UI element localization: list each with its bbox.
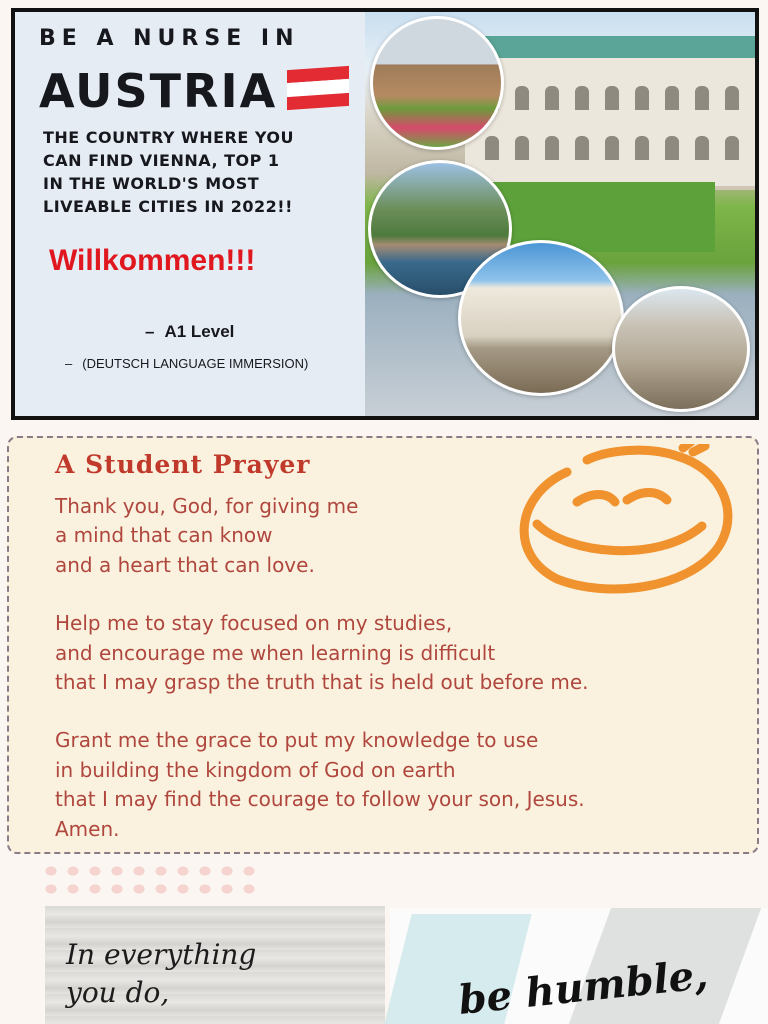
immersion-text: (DEUTSCH LANGUAGE IMMERSION) [82, 356, 309, 371]
level-label [145, 322, 234, 342]
hofburg-carriage-photo [458, 240, 624, 396]
level-text: A1 Level [164, 322, 235, 341]
vienna-street-photo [612, 286, 750, 412]
tagline-line: THE COUNTRY WHERE YOU [43, 128, 294, 147]
wood-quote [66, 936, 256, 1012]
tagline-line: LIVEABLE CITIES IN 2022!! [43, 197, 293, 216]
tagline-line: CAN FIND VIENNA, TOP 1 [43, 151, 280, 170]
prayer-line: and a heart that can love. [55, 552, 315, 577]
wood-quote-line: you do, [66, 976, 170, 1009]
dash-bullet: – [65, 356, 73, 371]
prayer-line: Amen. [55, 816, 120, 841]
immersion-label [65, 356, 308, 371]
banner-kicker: BE A NURSE IN [39, 26, 300, 51]
prayer-line: and encourage me when learning is difficult [55, 640, 496, 665]
prayer-line: that I may find the courage to follow your son, Jesus. [55, 787, 585, 812]
banner-country: AUSTRIA [39, 64, 278, 118]
dash-bullet: – [145, 322, 155, 341]
prayer-line: Grant me the grace to put my knowledge to use [55, 728, 539, 753]
prayer-line: in building the kingdom of God on earth [55, 757, 456, 782]
prayer-line: Thank you, God, for giving me [55, 494, 359, 518]
student-prayer-card [7, 436, 759, 854]
tagline-line: IN THE WORLD'S MOST [43, 174, 260, 193]
prayer-line: a mind that can know [55, 523, 273, 548]
welcome-heading: Willkommen!!! [49, 244, 256, 277]
banner-tagline [43, 126, 343, 218]
prayer-body [55, 492, 735, 844]
prayer-line: that I may grasp the truth that is held out before me. [55, 670, 589, 695]
wood-quote-line: In everything [66, 938, 257, 971]
town-street-photo [370, 16, 504, 150]
palace-image [465, 46, 755, 190]
decorative-dots [40, 862, 260, 902]
humble-quote: be humble, [456, 951, 711, 1024]
prayer-line: Help me to stay focused on my studies, [55, 611, 453, 636]
austria-flag-icon [287, 66, 349, 110]
prayer-title: A Student Prayer [55, 450, 311, 479]
